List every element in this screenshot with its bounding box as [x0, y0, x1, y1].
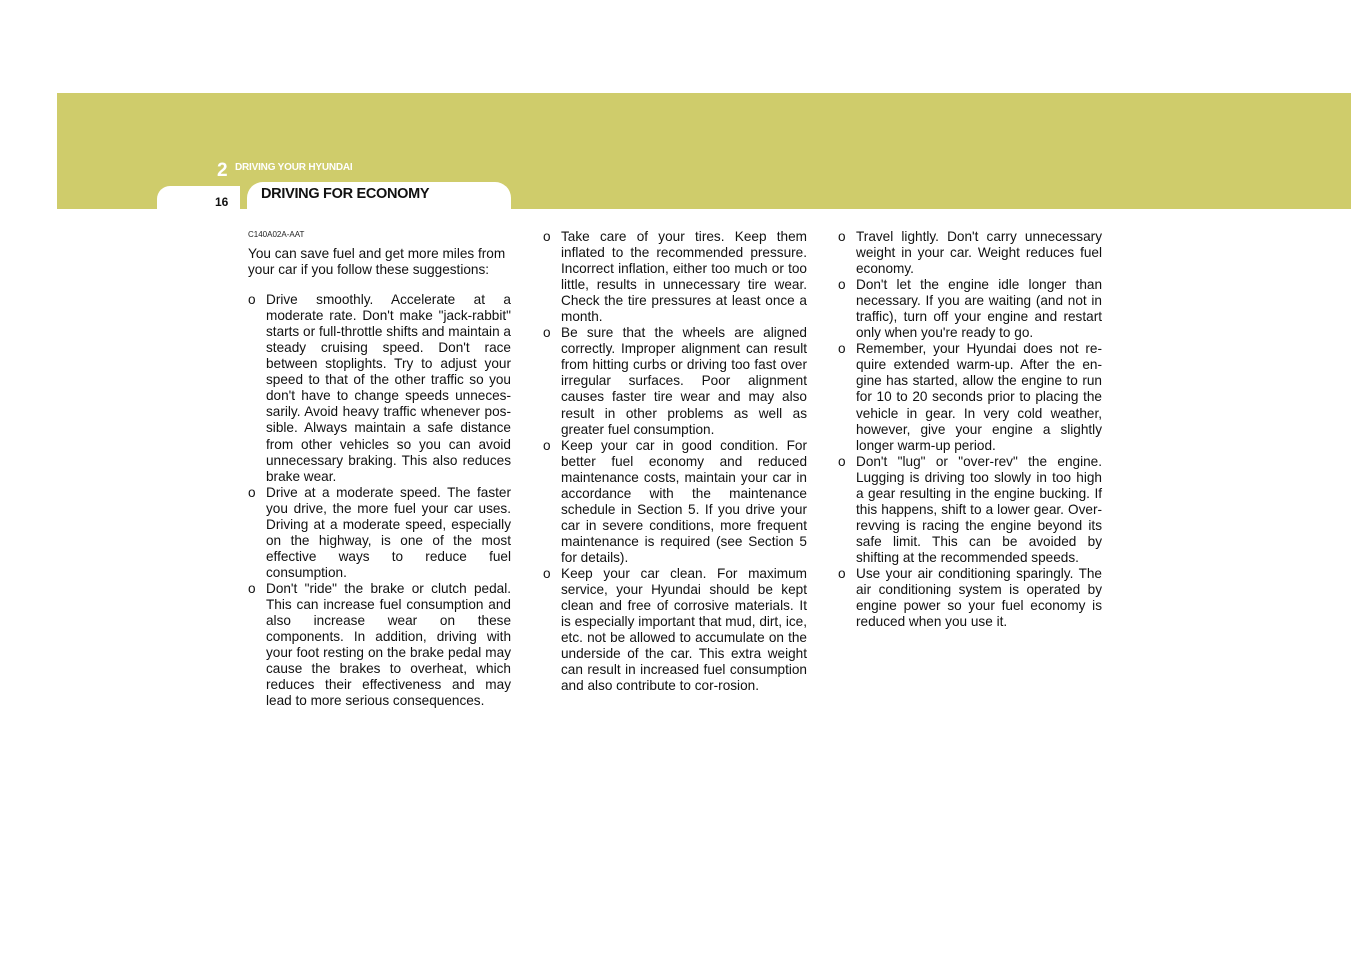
bullet-marker: o [838, 277, 846, 293]
bullet-marker: o [838, 565, 846, 581]
tip-text: Use your air conditioning sparingly. The air conditioning system is operated by engine power so your fuel economy is reduced when you use it. [856, 565, 1102, 630]
tip-item [543, 438, 807, 566]
bullet-marker: o [543, 325, 551, 341]
tip-text: Don't "lug" or "over-rev" the engine. Lugging is driving too slowly in too high a gear resulting in the engine bucking. If this happens, shift to a lower gear. Over-revving is racing the engine beyond its safe limit. This can be avoided by shifting at the recommended speeds. [856, 453, 1102, 565]
tip-text: Remember, your Hyundai does not re-quire extended warm-up. After the en-gine has started, allow the engine to run for 10 to 20 seconds prior to placing the vehicle in gear. In very cold weather, however, give your engine a slightly longer warm-up period. [856, 341, 1102, 453]
bullet-marker: o [248, 292, 256, 308]
text-column-1 [248, 246, 511, 709]
tips-list-column-3 [838, 229, 1102, 630]
tip-item [248, 581, 511, 709]
tip-text: Drive at a moderate speed. The faster you drive, the more fuel your car uses. Driving at a moderate speed, especially on the highway, is one of the most effective ways to reduce fuel consumption. [266, 484, 511, 580]
tip-item [838, 454, 1102, 566]
bullet-marker: o [543, 437, 551, 453]
bullet-marker: o [248, 484, 256, 500]
chapter-number: 2 [217, 160, 228, 181]
tip-item [838, 566, 1102, 630]
tip-text: Keep your car in good condition. For better fuel economy and reduced maintenance costs, maintain your car in accordance with the maintenance schedule in Section 5. If you drive your car in severe conditions, more frequent maintenance is required (see Section 5 for details). [561, 437, 807, 565]
document-code: C140A02A-AAT [248, 230, 305, 239]
tips-list-column-1 [248, 292, 511, 709]
tip-item [248, 292, 511, 485]
text-column-3 [838, 229, 1102, 630]
text-column-2 [543, 229, 807, 694]
bullet-marker: o [838, 229, 846, 244]
tip-text: Be sure that the wheels are aligned correctly. Improper alignment can result from hitting curbs or driving too fast over irregular surfaces. Poor alignment causes faster tire wear and may also result in other problems as well as greater fuel consumption. [561, 325, 807, 437]
page-number: 16 [215, 195, 229, 209]
tip-text: Keep your car clean. For maximum service, your Hyundai should be kept clean and free of corrosive materials. It is especially important that mud, dirt, ice, etc. not be allowed to accumulate on the underside of the car. This extra weight can result in increased fuel consumption and also contribute to cor-rosion. [561, 565, 807, 694]
bullet-marker: o [838, 341, 846, 357]
tip-text: Take care of your tires. Keep them inflated to the recommended pressure. Incorrect inflation, either too much or too little, results in unnecessary tire wear. Check the tire pressures at least once a month. [561, 229, 807, 325]
chapter-title: DRIVING YOUR HYUNDAI [235, 162, 353, 173]
tip-text: Don't let the engine idle longer than necessary. If you are waiting (and not in traffic), turn off your engine and restart only when you're ready to go. [856, 277, 1102, 341]
bullet-marker: o [543, 229, 551, 244]
tip-item [838, 341, 1102, 453]
tip-item [838, 277, 1102, 341]
tip-item [838, 229, 1102, 277]
tip-text: Drive smoothly. Accelerate at a moderate rate. Don't make "jack-rabbit" starts or full-throttle shifts and maintain a steady cruising speed. Don't race between stoplights. Try to adjust your speed to that of the other traffic so you don't have to change speeds unneces-sarily. Avoid heavy traffic whenever pos-sible. Always maintain a safe distance from other vehicles so you can avoid unnecessary braking. This also reduces brake wear. [266, 292, 511, 484]
tip-text: Don't "ride" the brake or clutch pedal. This can increase fuel consumption and also increase wear on these components. In addition, driving with your foot resting on the brake pedal may cause the brakes to overheat, which reduces their effectiveness and may lead to more serious consequences. [266, 580, 511, 709]
bullet-marker: o [838, 453, 846, 469]
section-title: DRIVING FOR ECONOMY [261, 186, 430, 202]
intro-paragraph: You can save fuel and get more miles from your car if you follow these suggestions: [248, 246, 506, 278]
bullet-marker: o [543, 565, 551, 581]
tip-item [248, 485, 511, 581]
tip-item [543, 566, 807, 694]
bullet-marker: o [248, 580, 256, 596]
tips-list-column-2 [543, 229, 807, 694]
tip-item [543, 325, 807, 437]
tip-text: Travel lightly. Don't carry unnecessary weight in your car. Weight reduces fuel economy. [856, 229, 1102, 277]
tip-item [543, 229, 807, 325]
